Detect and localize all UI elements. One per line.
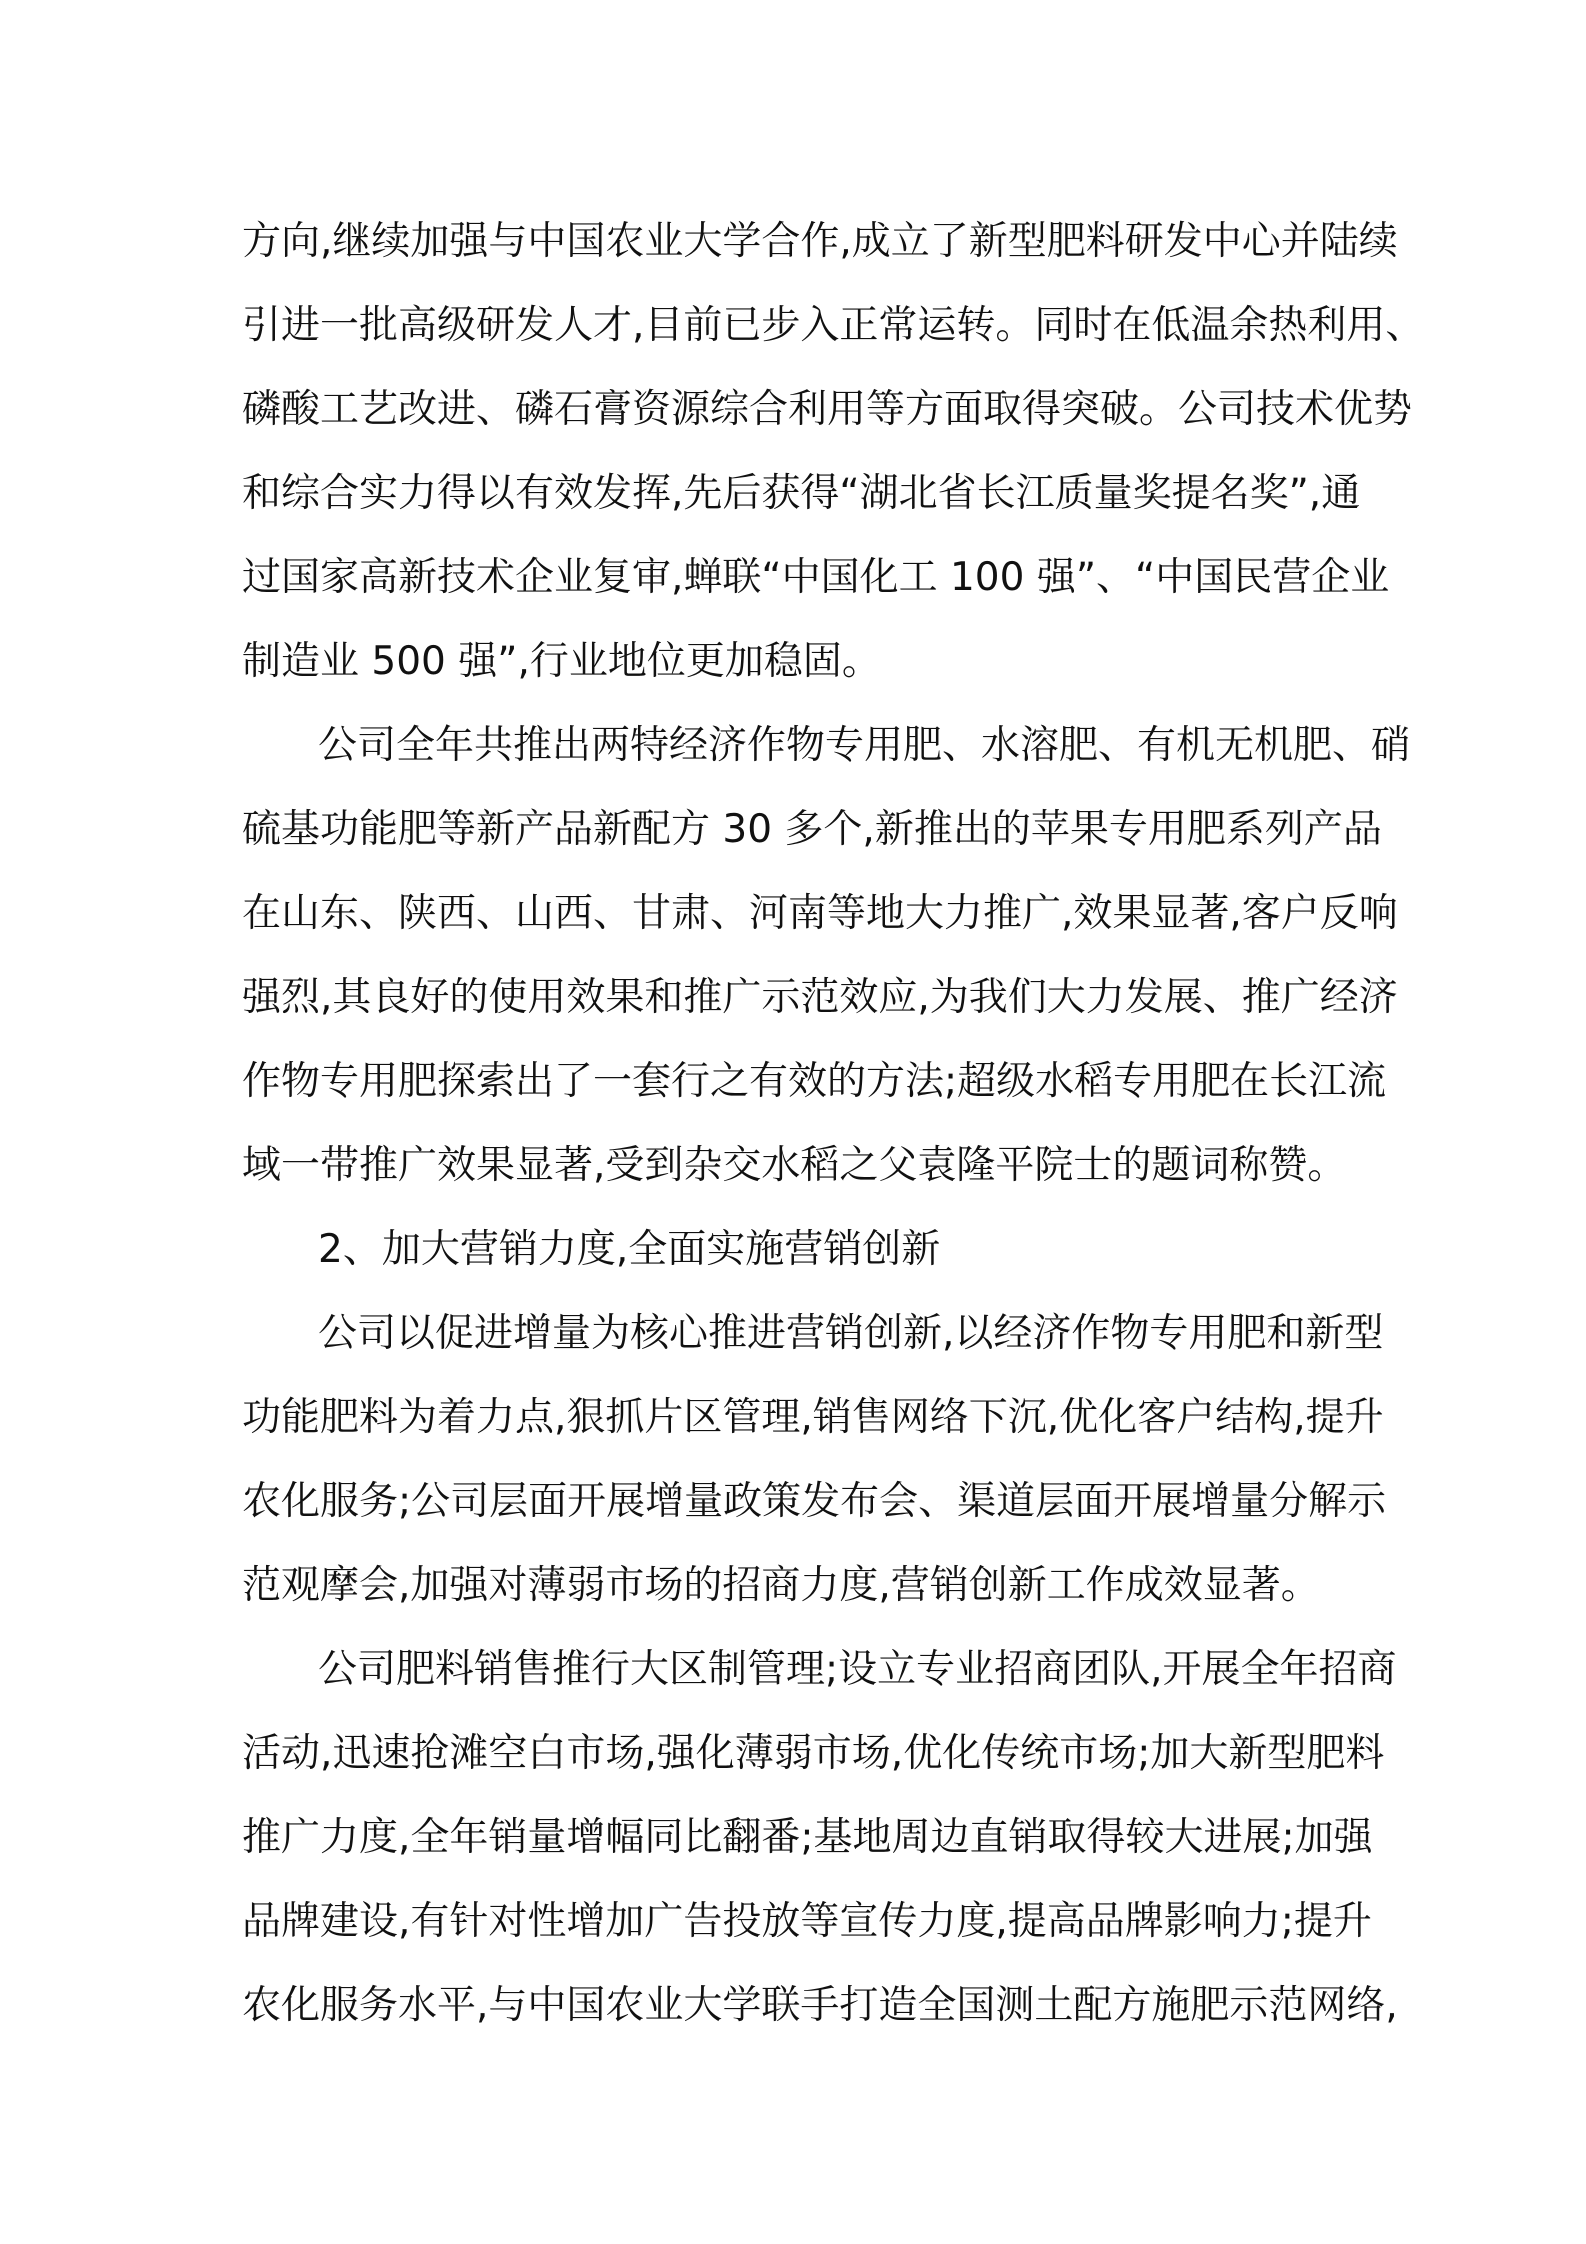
text-line: 活动,迅速抢滩空白市场,强化薄弱市场,优化传统市场;加大新型肥料 (242, 1731, 1385, 1776)
paragraph-first-line: 公司全年共推出两特经济作物专用肥、水溶肥、有机无机肥、硝 (318, 723, 1411, 768)
text-line: 功能肥料为着力点,狠抓片区管理,销售网络下沉,优化客户结构,提升 (242, 1395, 1384, 1440)
text-line: 农化服务;公司层面开展增量政策发布会、渠道层面开展增量分解示 (242, 1479, 1387, 1524)
text-line: 在山东、陕西、山西、甘肃、河南等地大力推广,效果显著,客户反响 (242, 891, 1398, 936)
paragraph-first-line: 公司以促进增量为核心推进营销创新,以经济作物专用肥和新型 (318, 1311, 1384, 1356)
text-line: 范观摩会,加强对薄弱市场的招商力度,营销创新工作成效显著。 (242, 1563, 1320, 1608)
text-line: 制造业 500 强”,行业地位更加稳固。 (242, 639, 881, 684)
text-line: 作物专用肥探索出了一套行之有效的方法;超级水稻专用肥在长江流 (242, 1059, 1387, 1104)
text-line: 强烈,其良好的使用效果和推广示范效应,为我们大力发展、推广经济 (242, 975, 1398, 1020)
text-line: 域一带推广效果显著,受到杂交水稻之父袁隆平院士的题词称赞。 (242, 1143, 1347, 1188)
text-line: 和综合实力得以有效发挥,先后获得“湖北省长江质量奖提名奖”,通 (242, 471, 1361, 516)
text-line: 品牌建设,有针对性增加广告投放等宣传力度,提高品牌影响力;提升 (242, 1899, 1372, 1944)
text-line: 硫基功能肥等新产品新配方 30 多个,新推出的苹果专用肥系列产品 (242, 807, 1382, 852)
text-line: 方向,继续加强与中国农业大学合作,成立了新型肥料研发中心并陆续 (242, 219, 1398, 264)
text-line: 推广力度,全年销量增幅同比翻番;基地周边直销取得较大进展;加强 (242, 1815, 1373, 1860)
text-line: 引进一批高级研发人才,目前已步入正常运转。同时在低温余热利用、 (242, 303, 1425, 348)
section-heading: 2、加大营销力度,全面实施营销创新 (318, 1227, 941, 1272)
text-line: 过国家高新技术企业复审,蝉联“中国化工 100 强”、“中国民营企业 (242, 555, 1390, 600)
body-text (242, 200, 1425, 2048)
text-line: 磷酸工艺改进、磷石膏资源综合利用等方面取得突破。公司技术优势 (242, 387, 1413, 432)
text-line: 农化服务水平,与中国农业大学联手打造全国测土配方施肥示范网络, (242, 1983, 1398, 2028)
paragraph-first-line: 公司肥料销售推行大区制管理;设立专业招商团队,开展全年招商 (318, 1647, 1397, 1692)
